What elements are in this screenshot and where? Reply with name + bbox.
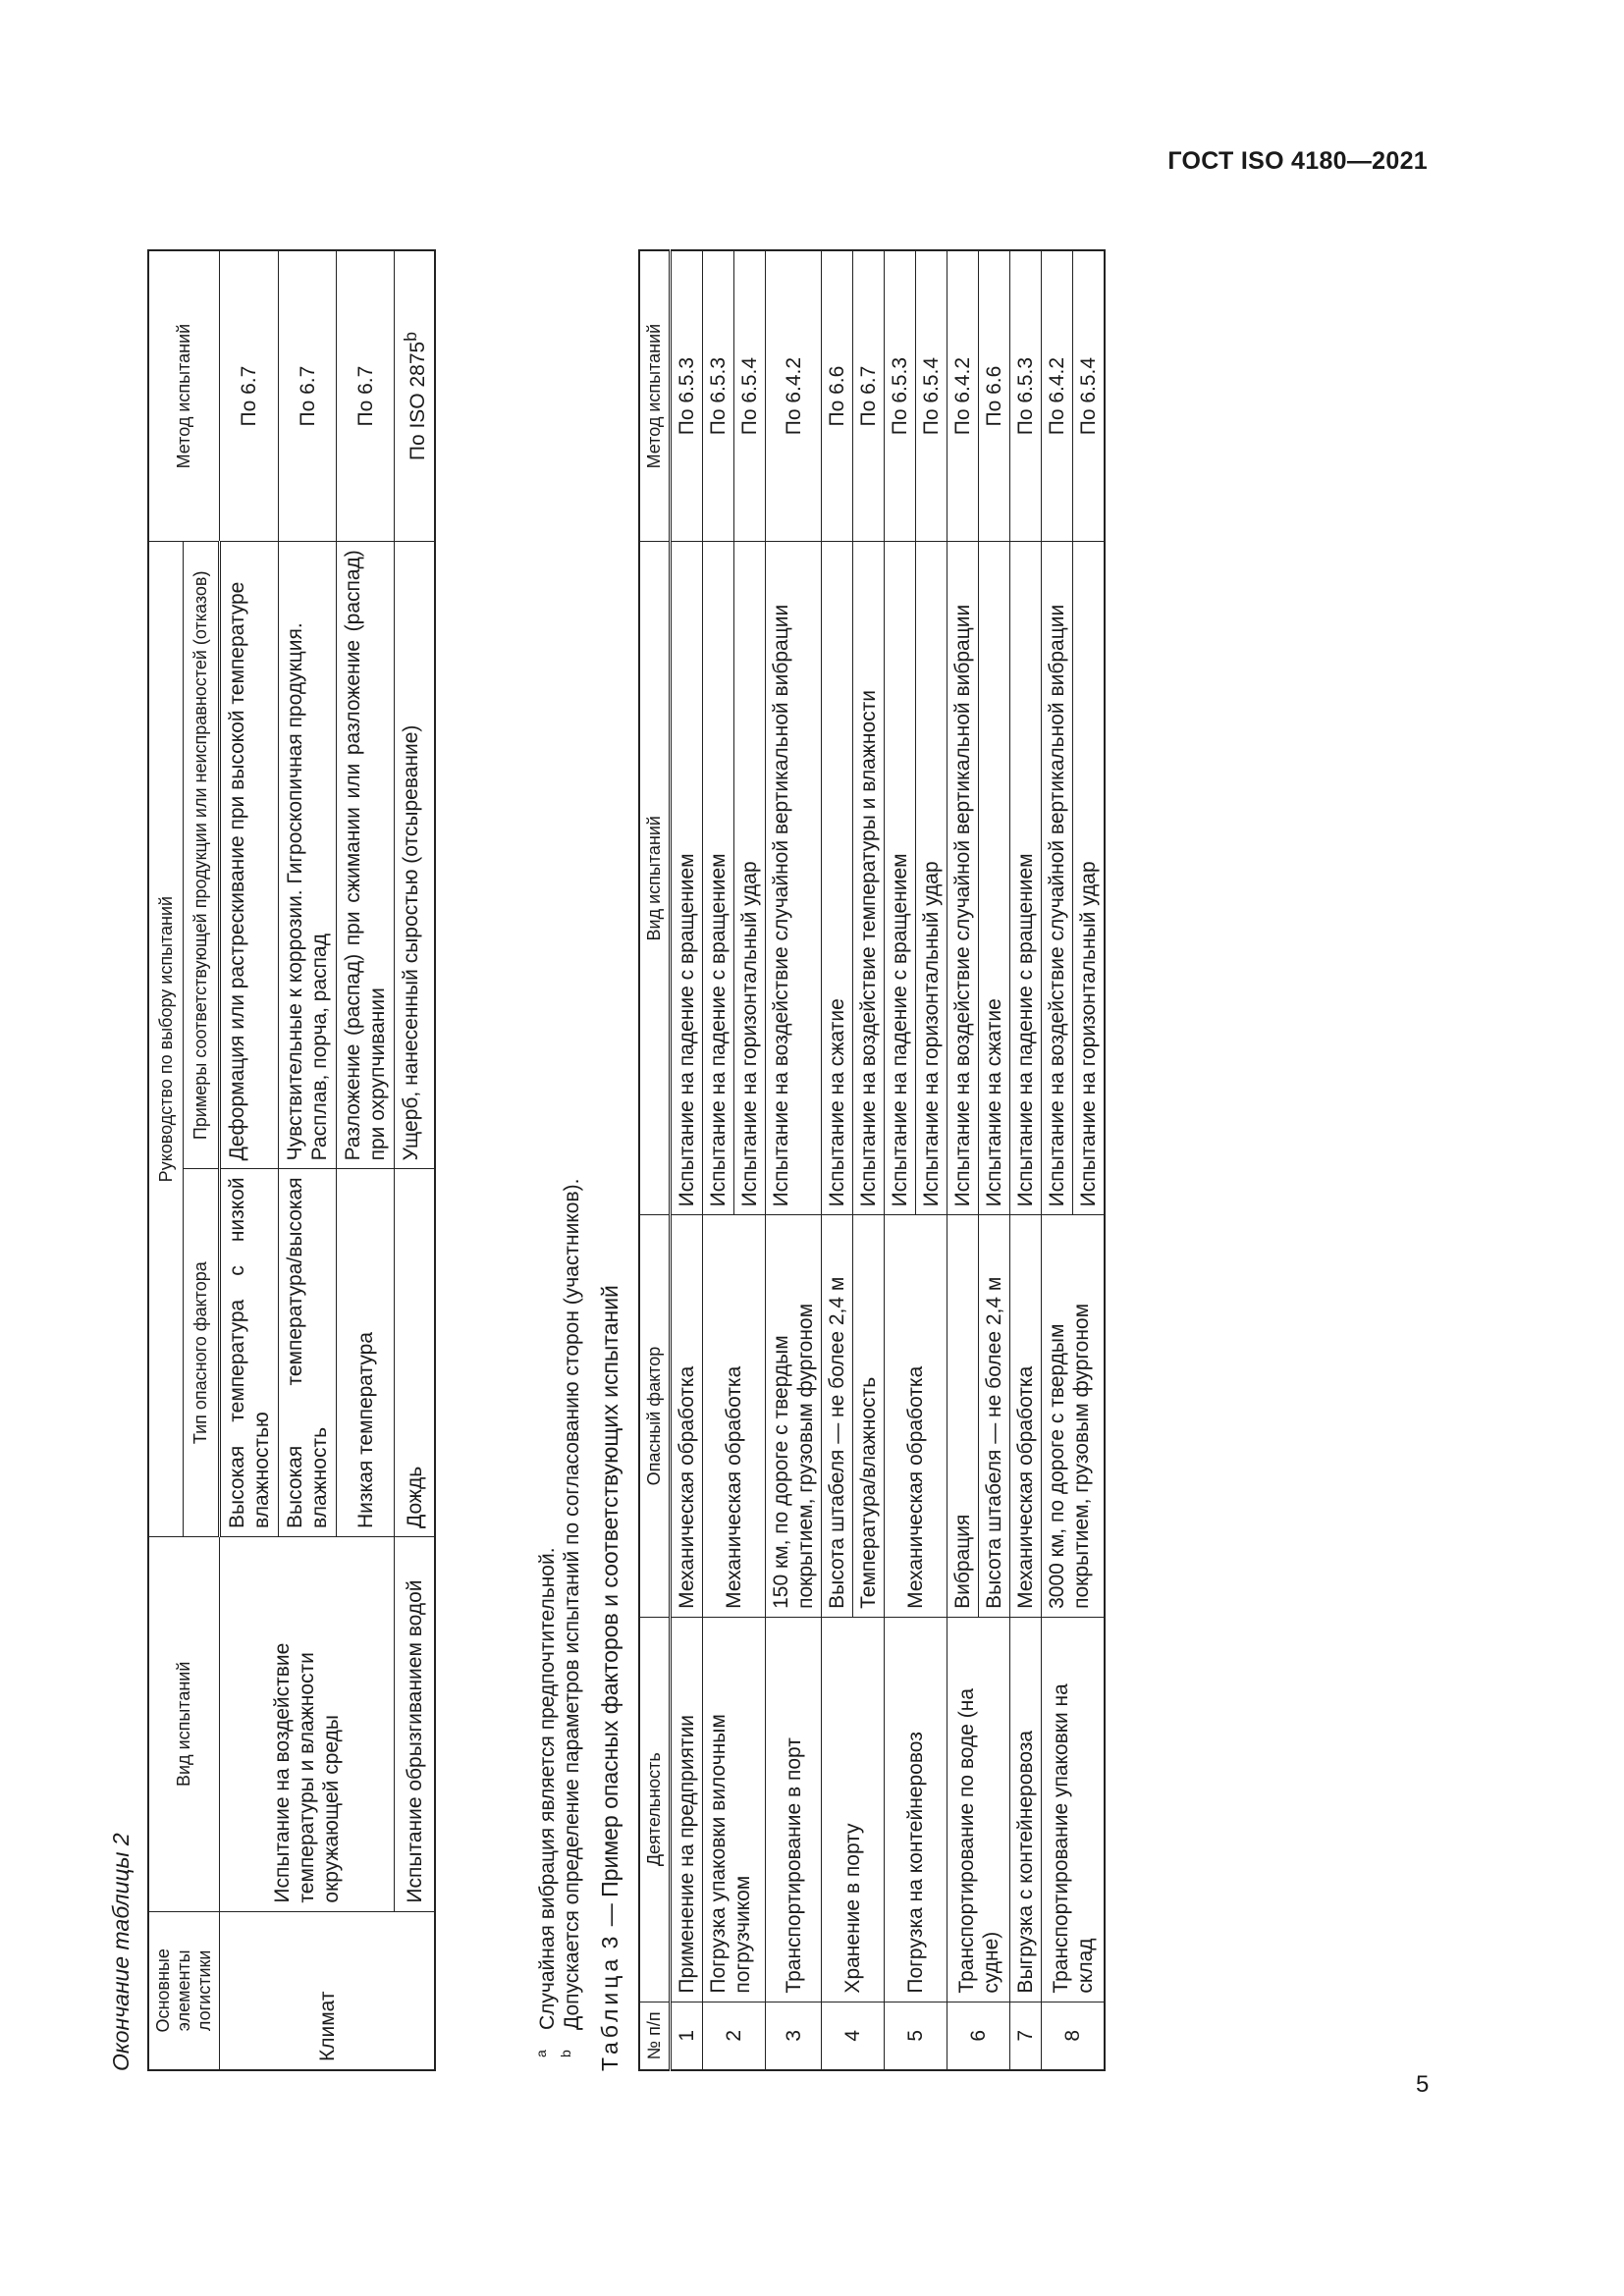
t2-header-hazard: Тип опасного фактора <box>184 1169 220 1537</box>
t2-method-cell: По 6.7 <box>337 250 395 542</box>
note-b <box>560 1179 584 2071</box>
t3-test-cell: Испытание на горизонтальный удар <box>734 542 766 1215</box>
t3-test-cell: Испытание на падение с вращением <box>703 542 734 1215</box>
table-row <box>822 250 853 2070</box>
t2-hazard-cell: Высокая температура с низкой влажностью <box>220 1169 279 1537</box>
t3-test-cell: Испытание на воздействие случайной вертикальной вибрации <box>1042 542 1073 1215</box>
t2-header-guide: Руководство по выбору испытаний <box>148 542 184 1537</box>
t3-method-cell: По 6.7 <box>853 250 885 542</box>
t2-hazard-cell: Высокая температура/высокая влажность <box>279 1169 337 1537</box>
t3-activity-cell: Погрузка упаковки вилочным погрузчиком <box>703 1617 766 2002</box>
t3-num-cell: 2 <box>703 2002 766 2070</box>
t2-examples-cell: Ущерб, нанесенный сыростью (отсыревание) <box>395 542 436 1169</box>
t2-hazard-cell: Низкая температура <box>337 1169 395 1537</box>
t3-num-cell: 7 <box>1010 2002 1042 2070</box>
note-mark: b <box>558 2050 573 2057</box>
table3-caption <box>597 1285 623 2071</box>
t3-test-cell: Испытание на падение с вращением <box>1010 542 1042 1215</box>
t3-hazard-cell: 150 км, по дороге с твердым покрытием, грузовым фургоном <box>766 1215 822 1618</box>
t2-test-cell: Испытание обрызгиванием водой <box>395 1536 436 1911</box>
t3-hazard-cell: Механическая обработка <box>671 1215 703 1618</box>
t3-activity-cell: Транспортирование в порт <box>766 1617 822 2002</box>
t3-header-activity: Деятельность <box>639 1617 671 2002</box>
t3-hazard-cell: Механическая обработка <box>703 1215 766 1618</box>
t2-element-cell: Климат <box>220 1911 436 2070</box>
note-text: Случайная вибрация является предпочтительной. <box>536 1547 559 2030</box>
t3-header-test: Вид испытаний <box>639 542 671 1215</box>
t2-examples-cell: Разложение (распад) при сжимании или разложение (распад) при охрупчивании <box>337 542 395 1169</box>
t3-num-cell: 6 <box>947 2002 1010 2070</box>
footnote-mark: b <box>401 332 420 342</box>
t3-method-cell: По 6.5.3 <box>885 250 916 542</box>
t2-test-cell: Испытание на воздействие температуры и влажности окружающей среды <box>220 1536 395 1911</box>
t3-test-cell: Испытание на падение с вращением <box>885 542 916 1215</box>
t3-activity-cell: Транспортирование упаковки на склад <box>1042 1617 1106 2002</box>
t3-test-cell: Испытание на сжатие <box>822 542 853 1215</box>
t2-header-test: Вид испытаний <box>148 1536 220 1911</box>
t3-test-cell: Испытание на падение с вращением <box>671 542 703 1215</box>
t3-test-cell: Испытание на горизонтальный удар <box>1073 542 1106 1215</box>
t3-test-cell: Испытание на воздействие случайной вертикальной вибрации <box>947 542 979 1215</box>
t3-test-cell: Испытание на сжатие <box>979 542 1010 1215</box>
t3-method-cell: По 6.5.4 <box>1073 250 1106 542</box>
table-row <box>220 250 279 2070</box>
t3-method-cell: По 6.6 <box>822 250 853 542</box>
t2-header-examples: Примеры соответствующей продукции или неисправностей (отказов) <box>184 542 220 1169</box>
t3-hazard-cell: Температура/влажность <box>853 1215 885 1618</box>
t3-activity-cell: Транспортирование по воде (на судне) <box>947 1617 1010 2002</box>
table-row <box>766 250 822 2070</box>
table-row <box>395 250 436 2070</box>
note-mark: a <box>533 2050 549 2057</box>
t3-method-cell: По 6.5.3 <box>671 250 703 542</box>
table-row <box>703 250 734 2070</box>
table2-caption: Окончание таблицы 2 <box>108 1833 134 2071</box>
t3-activity-cell: Применение на предприятии <box>671 1617 703 2002</box>
table-row <box>1010 250 1042 2070</box>
t2-header-elements: Основные элементы логистики <box>148 1911 220 2070</box>
table2 <box>147 249 436 2071</box>
t3-activity-cell: Погрузка на контейнеровоз <box>885 1617 947 2002</box>
t3-method-cell: По 6.4.2 <box>947 250 979 542</box>
page-number: 5 <box>1416 2071 1430 2098</box>
t2-header-method: Метод испытаний <box>148 250 220 542</box>
t3-hazard-cell: Вибрация <box>947 1215 979 1618</box>
t3-hazard-cell: Высота штабеля — не более 2,4 м <box>822 1215 853 1618</box>
t2-method-text: По ISO 2875 <box>406 341 429 461</box>
t3-test-cell: Испытание на воздействие случайной вертикальной вибрации <box>766 542 822 1215</box>
table-row <box>671 250 703 2070</box>
document-id: ГОСТ ISO 4180—2021 <box>1167 147 1428 175</box>
t2-hazard-cell: Дождь <box>395 1169 436 1537</box>
t3-test-cell: Испытание на горизонтальный удар <box>916 542 947 1215</box>
t3-method-cell: По 6.5.3 <box>703 250 734 542</box>
t3-hazard-cell: Механическая обработка <box>885 1215 947 1618</box>
t2-method-cell <box>395 250 436 542</box>
t3-method-cell: По 6.5.3 <box>1010 250 1042 542</box>
note-text: Допускается определение параметров испытаний по согласованию сторон (участников). <box>561 1178 583 2030</box>
table3-caption-number: 3 <box>597 1932 623 1949</box>
t2-method-cell: По 6.7 <box>220 250 279 542</box>
table-row <box>885 250 916 2070</box>
t3-header-hazard: Опасный фактор <box>639 1215 671 1618</box>
rotated-content <box>108 108 1404 2071</box>
t3-method-cell: По 6.5.4 <box>734 250 766 542</box>
t3-activity-cell: Хранение в порту <box>822 1617 885 2002</box>
table2-notes <box>535 1179 584 2071</box>
t3-num-cell: 8 <box>1042 2002 1106 2070</box>
t3-hazard-cell: Высота штабеля — не более 2,4 м <box>979 1215 1010 1618</box>
t3-num-cell: 4 <box>822 2002 885 2070</box>
t3-num-cell: 1 <box>671 2002 703 2070</box>
note-a <box>535 1179 560 2071</box>
table-row <box>1042 250 1073 2070</box>
table3-caption-prefix: Таблица <box>597 1954 623 2071</box>
t3-method-cell: По 6.4.2 <box>1042 250 1073 542</box>
t3-method-cell: По 6.4.2 <box>766 250 822 542</box>
t3-header-method: Метод испытаний <box>639 250 671 542</box>
t3-hazard-cell: 3000 км, по дороге с твердым покрытием, грузовым фургоном <box>1042 1215 1106 1618</box>
table3 <box>638 249 1106 2071</box>
t3-num-cell: 5 <box>885 2002 947 2070</box>
t3-hazard-cell: Механическая обработка <box>1010 1215 1042 1618</box>
t3-method-cell: По 6.6 <box>979 250 1010 542</box>
t3-num-cell: 3 <box>766 2002 822 2070</box>
t3-activity-cell: Выгрузка с контейнеровоза <box>1010 1617 1042 2002</box>
t3-test-cell: Испытание на воздействие температуры и влажности <box>853 542 885 1215</box>
t3-method-cell: По 6.5.4 <box>916 250 947 542</box>
t2-examples-cell: Чувствительные к коррозии. Гигроскопичная продукция. Расплав, порча, распад <box>279 542 337 1169</box>
t3-header-num: № п/п <box>639 2002 671 2070</box>
t2-method-cell: По 6.7 <box>279 250 337 542</box>
table3-caption-text: — Пример опасных факторов и соответствующих испытаний <box>597 1285 623 1927</box>
t2-examples-cell: Деформация или растрескивание при высокой температуре <box>220 542 279 1169</box>
table-row <box>947 250 979 2070</box>
